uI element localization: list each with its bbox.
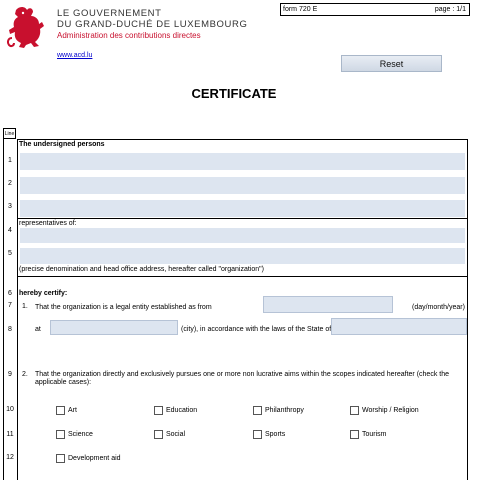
reset-button[interactable]: Reset <box>341 55 442 72</box>
line-number: 12 <box>6 454 14 461</box>
administration-name: Administration des contributions directes <box>57 31 201 40</box>
line-number: 4 <box>8 227 12 234</box>
art-checkbox[interactable] <box>56 406 65 415</box>
philanthropy-label: Philanthropy <box>265 407 304 414</box>
line-number: 9 <box>8 371 12 378</box>
city-field[interactable] <box>50 320 178 335</box>
line-number: 3 <box>8 203 12 210</box>
line-number: 8 <box>8 326 12 333</box>
page-indicator: page : 1/1 <box>434 6 466 13</box>
sports-label: Sports <box>265 431 286 438</box>
education-checkbox[interactable] <box>154 406 163 415</box>
website-link[interactable]: www.acd.lu <box>57 52 93 59</box>
worship-religion-checkbox[interactable] <box>350 406 359 415</box>
government-line-1: LE GOUVERNEMENT <box>57 8 162 19</box>
date-format-hint: (day/month/year) <box>412 304 465 311</box>
philanthropy-checkbox[interactable] <box>253 406 262 415</box>
organization-field-1[interactable] <box>20 228 465 243</box>
line-number: 11 <box>6 431 14 438</box>
government-line-2: DU GRAND-DUCHÉ DE LUXEMBOURG <box>57 19 248 30</box>
tourism-checkbox[interactable] <box>350 430 359 439</box>
science-checkbox[interactable] <box>56 430 65 439</box>
person-field-1[interactable] <box>20 153 465 170</box>
worship-religion-label: Worship / Religion <box>362 407 419 414</box>
line-number: 2 <box>8 180 12 187</box>
development-aid-checkbox[interactable] <box>56 454 65 463</box>
section-divider <box>17 276 468 277</box>
sports-checkbox[interactable] <box>253 430 262 439</box>
item-2-text: That the organization directly and exclusively pursues one or more non lucrative aims within the scopes indicated hereafter (check the <box>35 371 449 378</box>
section-divider <box>17 218 468 219</box>
tourism-label: Tourism <box>362 431 387 438</box>
social-checkbox[interactable] <box>154 430 163 439</box>
page-title: CERTIFICATE <box>191 86 277 101</box>
undersigned-heading: The undersigned persons <box>19 141 105 148</box>
organization-field-2[interactable] <box>20 248 465 264</box>
line-number: 10 <box>6 406 14 413</box>
person-field-3[interactable] <box>20 200 465 217</box>
establishment-date-field[interactable] <box>263 296 393 313</box>
line-column <box>3 139 18 480</box>
item-2-text-continued: applicable cases): <box>35 379 92 386</box>
education-label: Education <box>166 407 198 414</box>
line-number: 6 <box>8 290 12 297</box>
item-2-number: 2. <box>22 371 28 378</box>
person-field-2[interactable] <box>20 177 465 194</box>
item-1-text: That the organization is a legal entity established as from <box>35 304 212 311</box>
development-aid-label: Development aid <box>68 455 121 462</box>
form-info-box <box>280 3 470 16</box>
line-number: 7 <box>8 302 12 309</box>
at-label: at <box>35 326 41 333</box>
hereby-certify-heading: hereby certify: <box>19 290 68 297</box>
lion-logo-icon <box>6 4 48 48</box>
city-text: (city), in accordance with the laws of the State of <box>181 326 332 333</box>
line-number: 1 <box>8 157 12 164</box>
line-column-header: Line <box>3 128 16 139</box>
science-label: Science <box>68 431 93 438</box>
social-label: Social <box>166 431 186 438</box>
state-field[interactable] <box>331 318 467 335</box>
item-1-number: 1. <box>22 303 28 310</box>
art-label: Art <box>68 407 77 414</box>
organization-note: (precise denomination and head office address, hereafter called "organization") <box>19 266 264 273</box>
line-number: 5 <box>8 250 12 257</box>
representatives-label: representatives of: <box>19 220 77 227</box>
form-name: form 720 E <box>283 6 318 13</box>
